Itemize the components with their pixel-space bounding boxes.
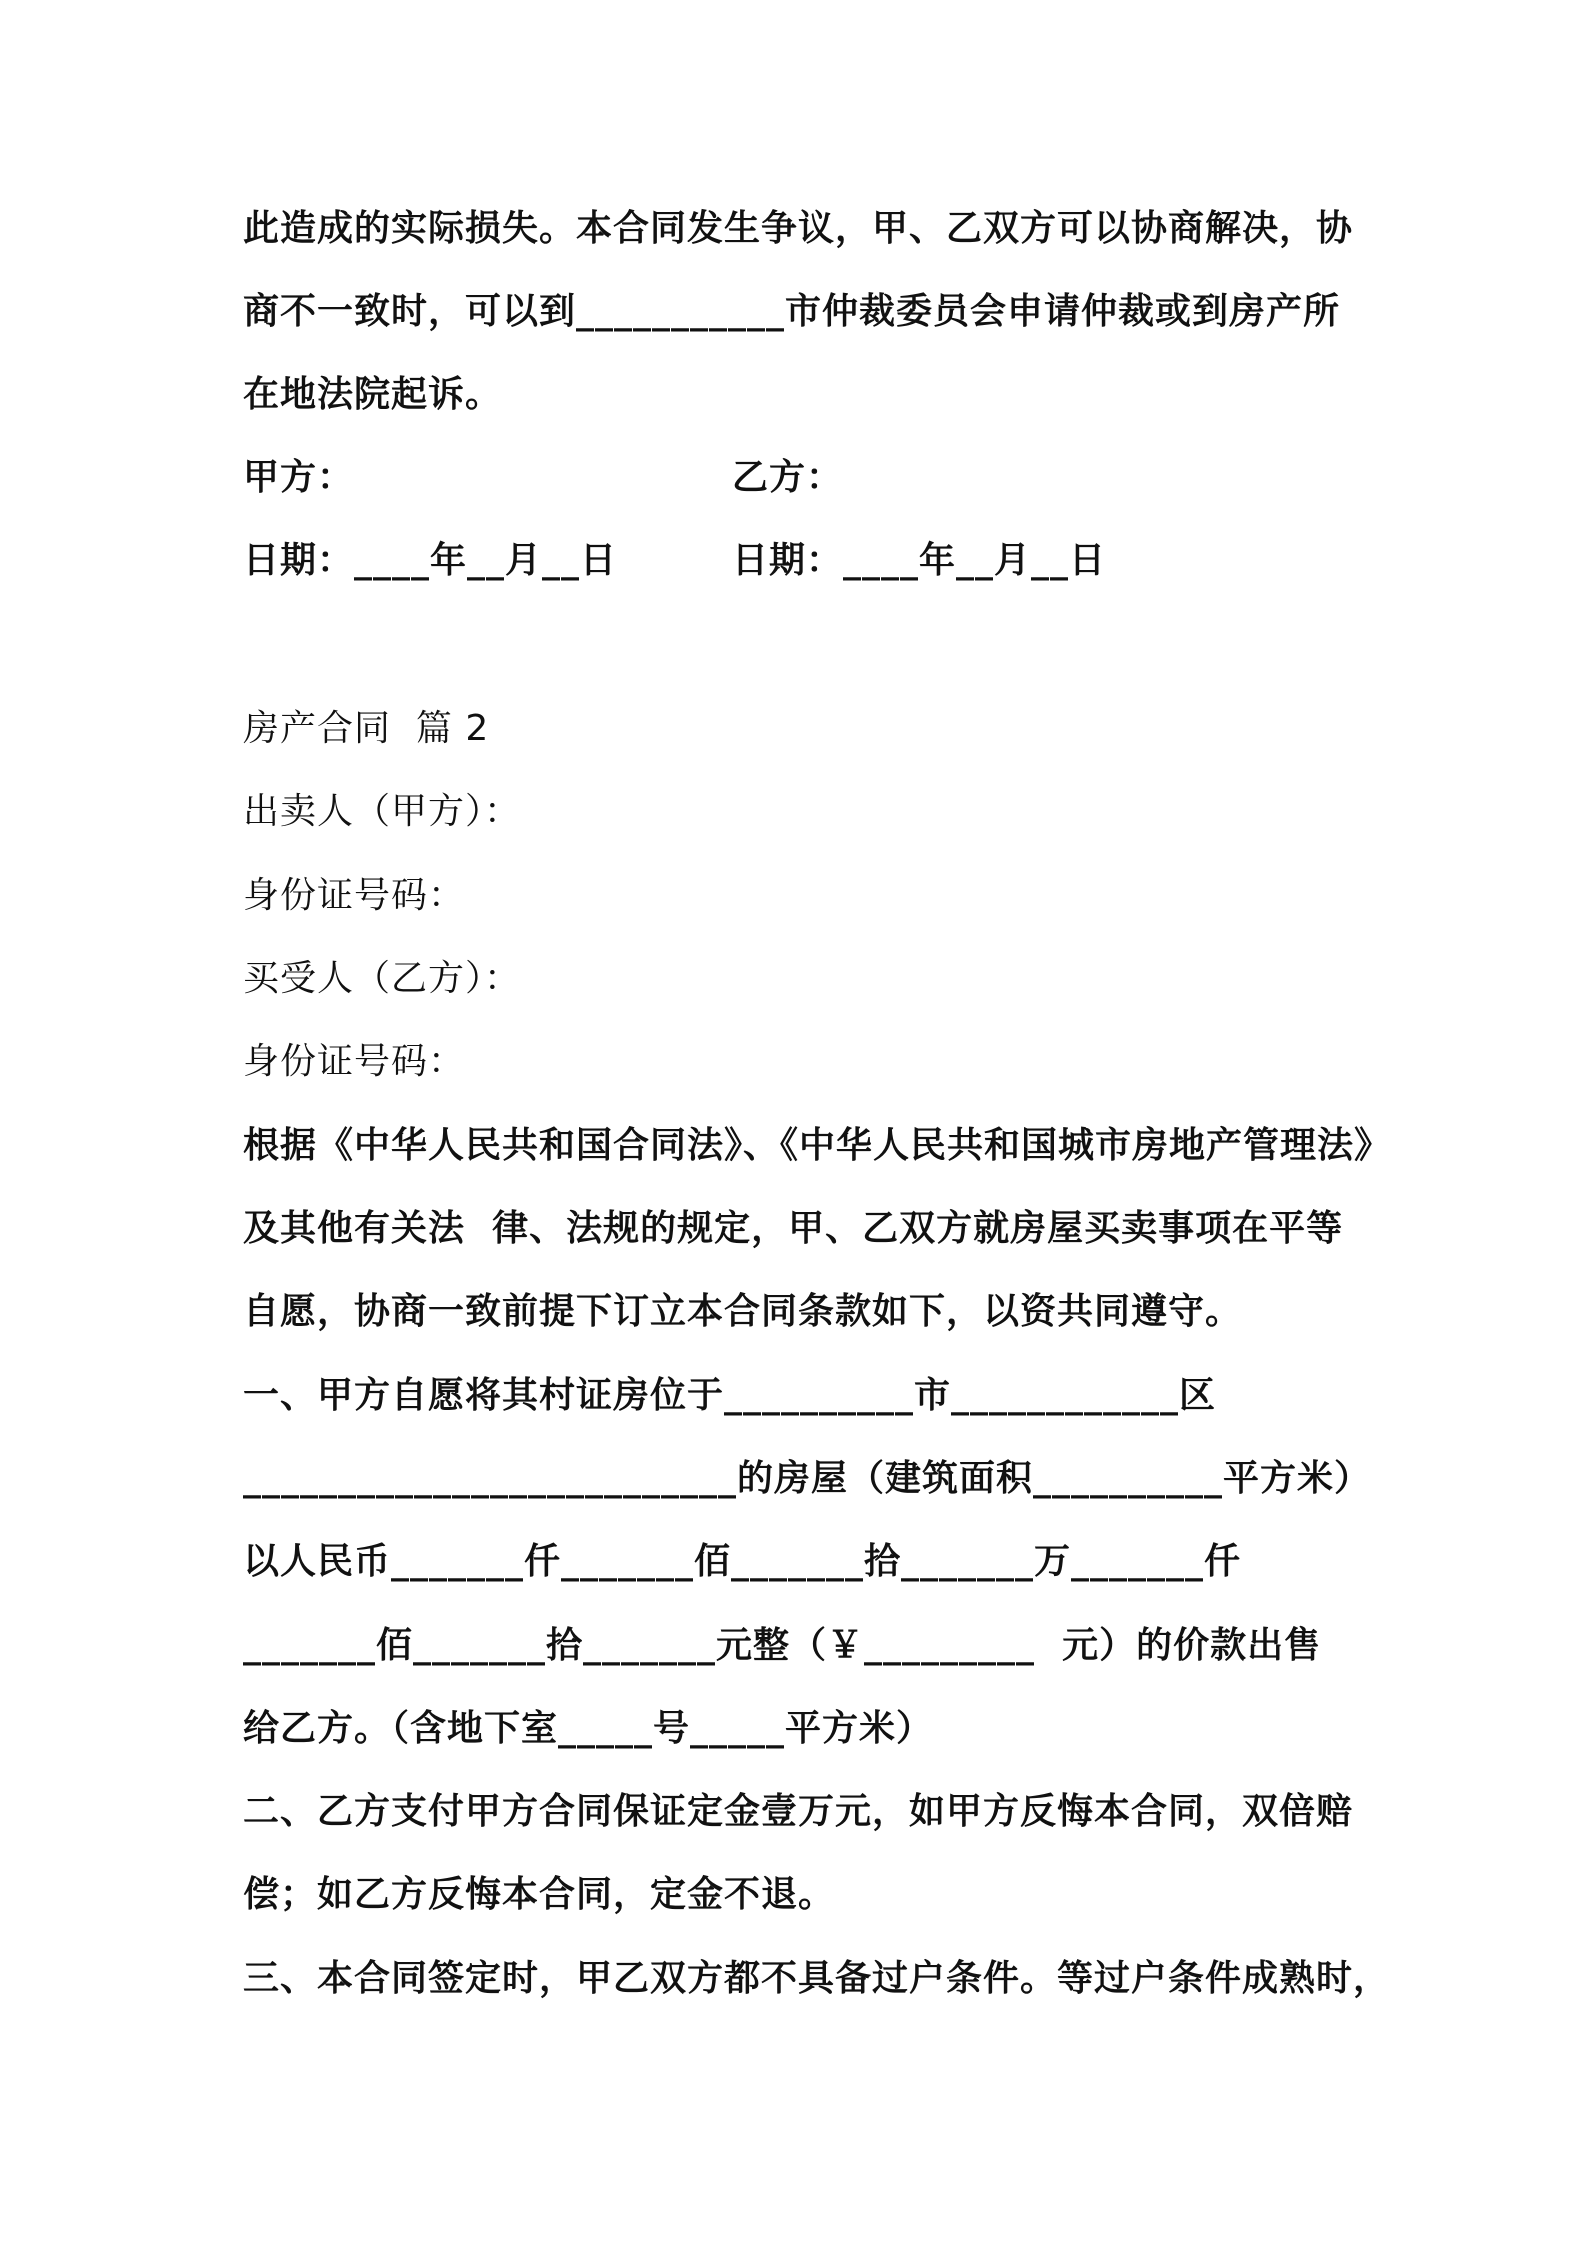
- clause-1-line: __________________________的房屋（建筑面积__________平方米）: [243, 1458, 1372, 1499]
- clause-3-line: 三、本合同签定时，甲乙双方都不具备过户条件。等过户条件成熟时，: [243, 1958, 1391, 1999]
- body-line: 自愿，协商一致前提下订立本合同条款如下，以资共同遵守。: [243, 1291, 1243, 1332]
- party-b-date-line: 日期：____年__月__日: [732, 540, 1107, 581]
- seller-id-label: 身份证号码：: [243, 875, 466, 916]
- clause-2-line: 偿；如乙方反悔本合同，定金不退。: [243, 1874, 836, 1915]
- clause-1-line: 一、甲方自愿将其村证房位于__________市____________区: [243, 1375, 1217, 1416]
- party-b-signature-label: 乙方：: [732, 457, 844, 498]
- clause-1-line: _______佰_______拾_______元整（￥_________ 元）的价款出售: [243, 1625, 1322, 1666]
- party-a-date-line: 日期：____年__月__日: [243, 540, 618, 581]
- body-line: 商不一致时，可以到___________市仲裁委员会申请仲裁或到房产所: [243, 291, 1341, 332]
- clause-1-line: 给乙方。（含地下室_____号_____平方米）: [243, 1708, 934, 1749]
- body-line: 根据《中华人民共和国合同法》、《中华人民共和国城市房地产管理法》: [243, 1125, 1392, 1166]
- body-line: 此造成的实际损失。本合同发生争议，甲、乙双方可以协商解决，协: [243, 208, 1354, 249]
- party-a-signature-label: 甲方：: [243, 457, 355, 498]
- section-title: 房产合同 篇 2: [243, 708, 490, 749]
- seller-label: 出卖人（甲方）：: [243, 791, 522, 832]
- buyer-label: 买受人（乙方）：: [243, 958, 522, 999]
- buyer-id-label: 身份证号码：: [243, 1041, 466, 1082]
- clause-1-line: 以人民币_______仟_______佰_______拾_______万_______仟: [243, 1541, 1242, 1582]
- clause-2-line: 二、乙方支付甲方合同保证定金壹万元，如甲方反悔本合同，双倍赔: [243, 1791, 1354, 1832]
- body-line: 在地法院起诉。: [243, 374, 503, 415]
- body-line: 及其他有关法 律、法规的规定，甲、乙双方就房屋买卖事项在平等: [243, 1208, 1344, 1249]
